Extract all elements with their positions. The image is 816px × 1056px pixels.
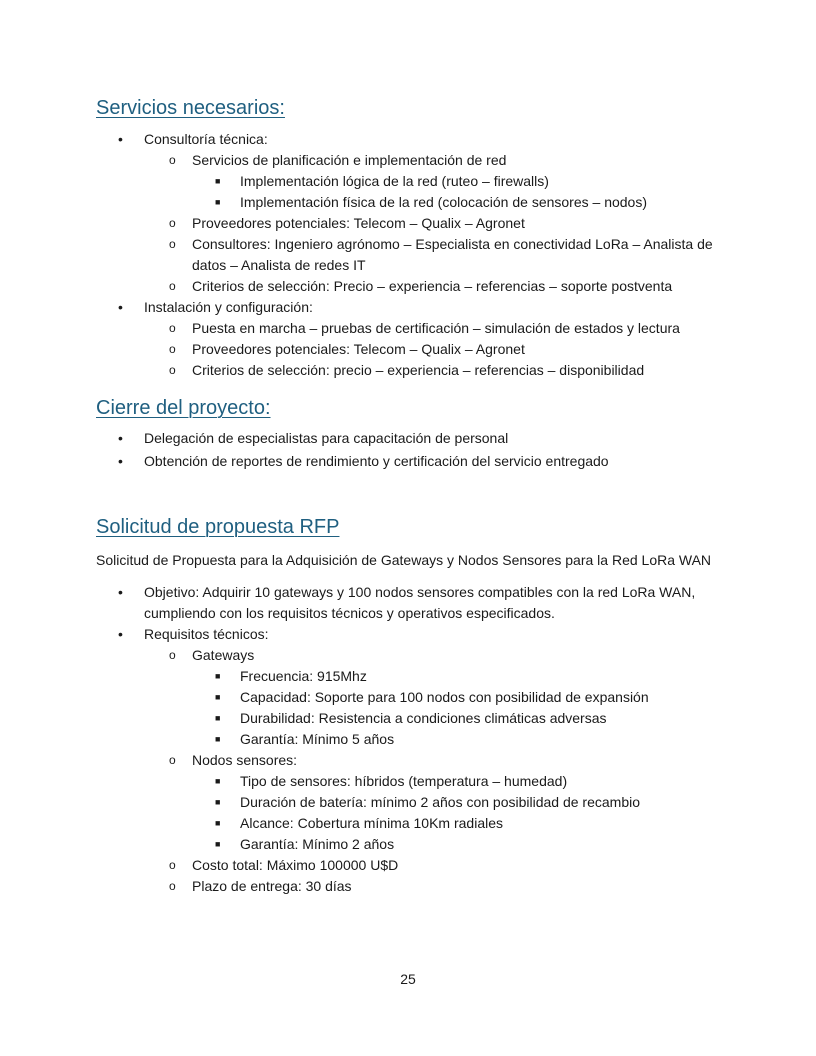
bullet-circle-icon: o <box>169 363 176 377</box>
list-item-text: Alcance: Cobertura mínima 10Km radiales <box>240 815 504 831</box>
list-item-level-1 <box>96 451 736 472</box>
list-item-level-3 <box>96 171 736 192</box>
bullet-square-icon: ■ <box>215 776 221 786</box>
list-item-level-3 <box>96 687 736 708</box>
list-item-level-3 <box>96 771 736 792</box>
bullet-circle-icon: o <box>169 321 176 335</box>
list-item-text: Implementación lógica de la red (ruteo – firewalls) <box>240 173 549 189</box>
list-item-level-2 <box>96 234 736 276</box>
section-heading: Cierre del proyecto: <box>96 397 271 419</box>
bullet-circle-icon: o <box>169 858 176 872</box>
list-item-level-2 <box>96 276 736 297</box>
bullet-square-icon: ■ <box>215 734 221 744</box>
list-item-level-1 <box>96 129 736 150</box>
bullet-disc-icon: • <box>118 131 123 147</box>
section-rfp <box>96 514 736 897</box>
list-item-level-3 <box>96 729 736 750</box>
list-item-text: Criterios de selección: precio – experiencia – referencias – disponibilidad <box>192 362 645 378</box>
list-item-level-2 <box>96 876 736 897</box>
bullet-circle-icon: o <box>169 279 176 293</box>
list-item-text: Plazo de entrega: 30 días <box>192 878 352 894</box>
bullet-disc-icon: • <box>118 299 123 315</box>
list-item-level-3 <box>96 666 736 687</box>
section-heading: Servicios necesarios: <box>96 97 285 119</box>
bullet-square-icon: ■ <box>215 797 221 807</box>
list-item-level-3 <box>96 192 736 213</box>
list-item-text: Costo total: Máximo 100000 U$D <box>192 857 399 873</box>
bullet-circle-icon: o <box>169 753 176 767</box>
bullet-circle-icon: o <box>169 216 176 230</box>
list-item-text: Garantía: Mínimo 2 años <box>240 836 395 852</box>
bullet-disc-icon: • <box>118 584 123 600</box>
list-item-text: Requisitos técnicos: <box>144 626 269 642</box>
list-item-level-1 <box>96 582 736 624</box>
list-item-text: Obtención de reportes de rendimiento y certificación del servicio entregado <box>144 453 609 469</box>
list-item-level-3 <box>96 834 736 855</box>
list-item-text: Proveedores potenciales: Telecom – Qualix – Agronet <box>192 215 525 231</box>
list-item-level-2 <box>96 318 736 339</box>
list-item-text: Capacidad: Soporte para 100 nodos con posibilidad de expansión <box>240 689 649 705</box>
bullet-square-icon: ■ <box>215 176 221 186</box>
list-item-level-3 <box>96 813 736 834</box>
list-item-level-2 <box>96 150 736 171</box>
list-item-level-2 <box>96 645 736 666</box>
list-item-text: Duración de batería: mínimo 2 años con posibilidad de recambio <box>240 794 641 810</box>
list-item-text: Puesta en marcha – pruebas de certificación – simulación de estados y lectura <box>192 320 680 336</box>
list-item-level-2 <box>96 855 736 876</box>
list-item-text: Proveedores potenciales: Telecom – Qualix – Agronet <box>192 341 525 357</box>
bullet-square-icon: ■ <box>215 818 221 828</box>
list-item-text: Instalación y configuración: <box>144 299 313 315</box>
list-item-level-1 <box>96 624 736 645</box>
rfp-intro: Solicitud de Propuesta para la Adquisición de Gateways y Nodos Sensores para la Red LoRa WAN <box>96 552 712 568</box>
bullet-square-icon: ■ <box>215 839 221 849</box>
list-item-text: Tipo de sensores: híbridos (temperatura – humedad) <box>240 773 568 789</box>
bullet-circle-icon: o <box>169 342 176 356</box>
section-heading: Solicitud de propuesta RFP <box>96 516 340 538</box>
list-item-text: Servicios de planificación e implementación de red <box>192 152 507 168</box>
bullet-disc-icon: • <box>118 453 123 469</box>
bullet-circle-icon: o <box>169 153 176 167</box>
bullet-square-icon: ■ <box>215 692 221 702</box>
list-item-level-1 <box>96 297 736 318</box>
bullet-disc-icon: • <box>118 430 123 446</box>
list-item-text: Delegación de especialistas para capacitación de personal <box>144 430 509 446</box>
list-item-text: Consultores: Ingeniero agrónomo – Especialista en conectividad LoRa – Analista de datos – Analista de redes IT <box>192 236 713 273</box>
list-item-level-2 <box>96 360 736 381</box>
bullet-disc-icon: • <box>118 626 123 642</box>
section-cierre <box>96 395 736 474</box>
list-item-level-2 <box>96 339 736 360</box>
list-item-text: Garantía: Mínimo 5 años <box>240 731 395 747</box>
list-item-level-1 <box>96 428 736 449</box>
list-item-text: Nodos sensores: <box>192 752 298 768</box>
list-item-text: Criterios de selección: Precio – experiencia – referencias – soporte postventa <box>192 278 673 294</box>
bullet-circle-icon: o <box>169 648 176 662</box>
list-item-text: Implementación física de la red (colocación de sensores – nodos) <box>240 194 647 210</box>
list-item-text: Durabilidad: Resistencia a condiciones climáticas adversas <box>240 710 607 726</box>
list-item-level-2 <box>96 750 736 771</box>
page-number: 25 <box>400 971 416 987</box>
bullet-square-icon: ■ <box>215 671 221 681</box>
bullet-square-icon: ■ <box>215 713 221 723</box>
list-item-level-3 <box>96 792 736 813</box>
bullet-circle-icon: o <box>169 879 176 893</box>
list-item-level-3 <box>96 708 736 729</box>
list-item-text: Gateways <box>192 647 255 663</box>
list-item-text: Objetivo: Adquirir 10 gateways y 100 nodos sensores compatibles con la red LoRa WAN, cumpliendo con los requisitos técnicos y operativos especificados. <box>144 584 696 621</box>
list-item-text: Consultoría técnica: <box>144 131 268 147</box>
bullet-circle-icon: o <box>169 237 176 251</box>
section-servicios <box>96 95 736 381</box>
list-item-text: Frecuencia: 915Mhz <box>240 668 367 684</box>
list-item-level-2 <box>96 213 736 234</box>
bullet-square-icon: ■ <box>215 197 221 207</box>
